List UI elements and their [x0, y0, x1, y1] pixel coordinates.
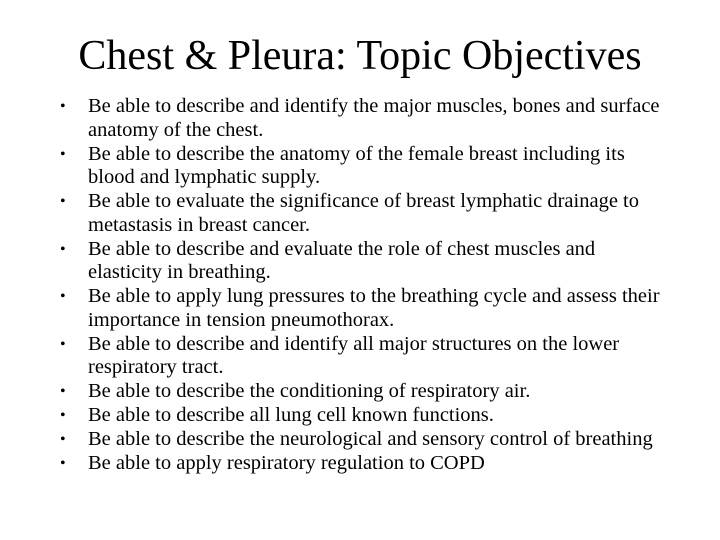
- objective-item-5: [60, 285, 670, 332]
- bullet-icon: •: [60, 455, 66, 472]
- slide-title: Chest & Pleura: Topic Objectives: [78, 33, 642, 79]
- bullet-icon: •: [60, 240, 66, 258]
- bullet-icon: •: [60, 288, 66, 305]
- bullet-icon: •: [60, 383, 66, 400]
- objective-item-1: [60, 95, 670, 142]
- objective-text: Be able to apply respiratory regulation to COPD: [88, 452, 485, 474]
- objective-text: Be able to evaluate the significance of breast lymphatic drainage to metastasis in breast cancer.: [88, 190, 639, 236]
- bullet-icon: •: [60, 431, 66, 448]
- objective-item-10: [60, 452, 670, 476]
- bullet-icon: •: [60, 407, 66, 424]
- objective-item-8: [60, 404, 670, 428]
- objective-item-3: [60, 190, 670, 237]
- bullet-icon: •: [60, 335, 66, 353]
- bullet-icon: •: [60, 98, 66, 115]
- objective-item-7: [60, 380, 670, 404]
- bullet-icon: •: [60, 145, 66, 163]
- objective-text: Be able to apply lung pressures to the breathing cycle and assess their importance in tension pneumothorax.: [88, 285, 660, 331]
- objective-text: Be able to describe the neurological and sensory control of breathing: [88, 428, 653, 450]
- objective-text: Be able to describe and evaluate the role of chest muscles and elasticity in breathing.: [88, 237, 596, 283]
- objective-item-9: [60, 428, 670, 452]
- objective-text: Be able to describe all lung cell known functions.: [88, 404, 494, 426]
- objective-text: Be able to describe the anatomy of the female breast including its blood and lymphatic supply.: [88, 142, 625, 188]
- objective-text: Be able to describe and identify the major muscles, bones and surface anatomy of the chest.: [88, 95, 660, 141]
- objective-text: Be able to describe the conditioning of respiratory air.: [88, 380, 531, 402]
- objective-text: Be able to describe and identify all major structures on the lower respiratory tract.: [88, 332, 620, 378]
- objective-item-2: [60, 143, 670, 190]
- objectives-list: [60, 95, 670, 476]
- bullet-icon: •: [60, 193, 66, 210]
- objective-item-4: [60, 238, 670, 285]
- objective-item-6: [60, 333, 670, 380]
